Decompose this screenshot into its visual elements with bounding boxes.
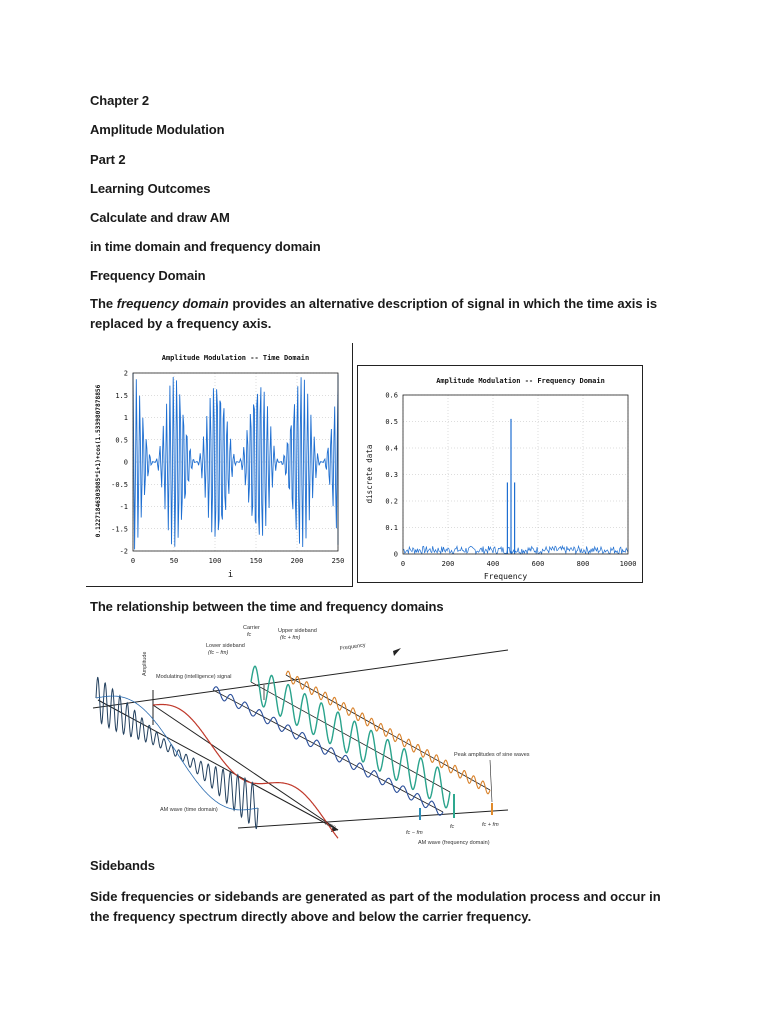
am-upper-envelope [96,696,258,810]
y-tick-label: 0.5 [385,418,398,426]
y-tick-label: -2 [119,547,128,556]
relationship-diagram-svg [88,620,530,852]
y-tick-label: 1.5 [115,391,128,400]
y-tick-label: 0.1 [385,524,398,532]
label-carrier: Carrier [243,625,260,631]
chart-title: Amplitude Modulation -- Time Domain [161,354,310,362]
y-tick-label: -1.5 [111,525,128,534]
x-tick-label: 400 [486,560,500,568]
y-tick-label: 0.2 [385,497,398,506]
label-upper-symbol: (fc + fm) [280,635,301,641]
y-axis-label: 0.12271846303085*i+1)+cos(1.5339807878856 [95,384,102,538]
label-amplitude: Amplitude [142,651,148,676]
label-time: Time [323,820,337,831]
x-tick-label: 100 [208,557,222,565]
diagram-waves [96,666,490,838]
y-tick-label: 0 [393,550,398,559]
x-tick-label: 50 [169,557,179,565]
relationship-caption: The relationship between the time and frequency domains [90,599,444,614]
label-lower-symbol: (fc − fm) [208,650,229,656]
y-tick-label: 0.5 [115,436,128,445]
label-upper-sideband: Upper sideband [278,628,317,634]
label-lower-sideband: Lower sideband [206,643,245,649]
peak-leader-line [490,760,492,802]
y-tick-label: 0 [123,458,128,467]
y-tick-label: 2 [123,369,128,378]
time-axis-ref [98,700,338,830]
x-tick-label: 250 [331,557,345,565]
x-tick-label: 800 [576,560,590,568]
frequency-domain-chart [357,365,643,583]
fd-para-pre: The [90,296,117,311]
y-axis-label: discrete data [365,444,374,504]
sidebands-paragraph: Side frequencies or sidebands are generated as part of the modulation process and occur in the frequency spectrum directly above and below the carrier frequency. [90,889,661,924]
fd-para-emphasis: frequency domain [116,296,229,311]
series-line-am-signal [133,373,338,549]
y-tick-label: -1 [119,503,128,511]
learning-outcome-2: in time domain and frequency domain [90,239,321,254]
x-tick-label: 1000 [619,560,637,568]
x-axis-label: i [227,570,234,580]
upper-sideband-wave [286,671,490,794]
label-peak-amplitudes: Peak amplitudes of sine waves [454,752,530,758]
x-axis-label: Frequency [483,572,528,581]
time-domain-chart [86,343,353,587]
learning-outcomes-heading: Learning Outcomes [90,181,211,196]
frequency-domain-chart-svg [358,366,642,582]
x-tick-label: 600 [531,560,545,568]
label-fc-minus-fm: fc − fm [406,830,423,836]
fd-para-post: provides an alternative description of signal in which the time axis is replaced by a frequency axis. [90,296,658,331]
label-frequency: Frequency [339,642,367,652]
label-modulating: Modulating (intelligence) signal [156,674,232,680]
document-title: Amplitude Modulation [90,122,225,137]
label-am-wave-time: AM wave (time domain) [160,807,218,813]
series-line-noise [403,546,628,554]
y-tick-label: 0.4 [385,444,398,453]
chapter-heading: Chapter 2 [90,93,150,108]
frequency-axis-front [238,810,508,828]
lower-sideband-wave [213,687,443,815]
x-tick-label: 0 [130,557,136,565]
time-domain-chart-svg [86,343,352,586]
y-tick-label: 0.3 [385,471,398,479]
part-heading: Part 2 [90,152,126,167]
frequency-domain-heading: Frequency Domain [90,268,206,283]
sidebands-heading: Sidebands [90,858,155,873]
x-tick-label: 0 [400,560,406,568]
y-tick-label: 0.6 [385,391,398,400]
x-tick-label: 200 [290,557,304,565]
label-am-wave-frequency: AM wave (frequency domain) [418,840,490,846]
learning-outcome-1: Calculate and draw AM [90,210,230,225]
y-tick-label: -0.5 [111,480,128,489]
frequency-arrow-icon [393,648,401,656]
chart-title: Amplitude Modulation -- Frequency Domain [436,377,605,385]
label-fc-plus-fm: fc + fm [482,822,499,828]
x-tick-label: 150 [249,557,263,565]
time-frequency-relationship-figure [88,620,530,852]
carrier-wave [251,666,450,808]
frequency-domain-paragraph [90,294,675,334]
label-fc: fc [450,824,455,830]
label-carrier-symbol: fc [247,632,252,638]
x-tick-label: 200 [441,560,455,568]
y-tick-label: 1 [123,414,128,422]
